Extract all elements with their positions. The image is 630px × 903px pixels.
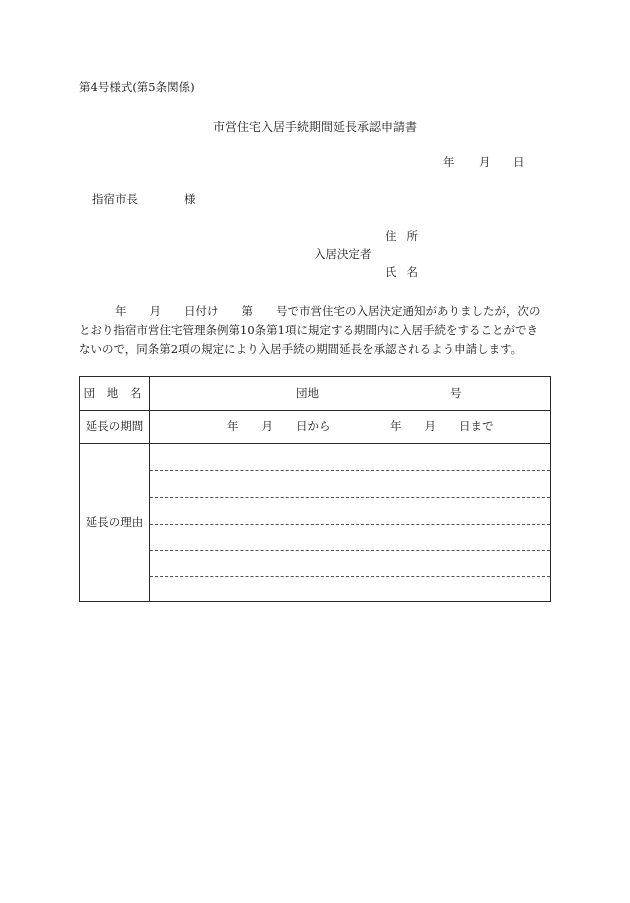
addressee-name: 指宿市長 [92, 192, 138, 206]
document-title: 市営住宅入居手続期間延長承認申請書 [212, 120, 417, 134]
date-month-label: 月 [479, 155, 491, 169]
reason-writing-line [150, 470, 550, 471]
form-number: 第4号様式(第5条関係) [79, 80, 195, 94]
table-row-divider [80, 443, 550, 444]
table-row-divider [80, 410, 550, 411]
applicant-name-label: 氏名 [385, 265, 428, 279]
body-text-line-1: 年 月 日付け 第 号で市営住宅の入居決定通知がありましたが，次の [115, 304, 541, 318]
applicant-role-label: 入居決定者 [314, 247, 372, 261]
extension-to-field: 年 月 日まで [390, 419, 494, 433]
reason-writing-line [150, 524, 550, 525]
reason-writing-line [150, 497, 550, 498]
extension-period-label: 延長の期間 [85, 419, 144, 433]
application-table [79, 376, 551, 602]
reason-writing-line [150, 550, 550, 551]
room-number-field-label: 号 [450, 386, 462, 400]
date-year-label: 年 [443, 155, 455, 169]
danchi-field-label: 団地 [296, 386, 319, 400]
date-day-label: 日 [513, 155, 525, 169]
body-text-line-2: とおり指宿市営住宅管理条例第10条第1項に規定する期間内に入居手続をすることができ [79, 323, 538, 337]
addressee-honorific: 様 [184, 192, 196, 206]
applicant-address-label: 住所 [385, 229, 428, 243]
extension-reason-label: 延長の理由 [85, 515, 144, 529]
extension-from-field: 年 月 日から [227, 419, 331, 433]
danchi-name-label: 団 地 名 [83, 386, 146, 400]
reason-writing-line [150, 576, 550, 577]
body-text-line-3: ないので，同条第2項の規定により入居手続の期間延長を承認されるよう申請します。 [79, 342, 523, 356]
